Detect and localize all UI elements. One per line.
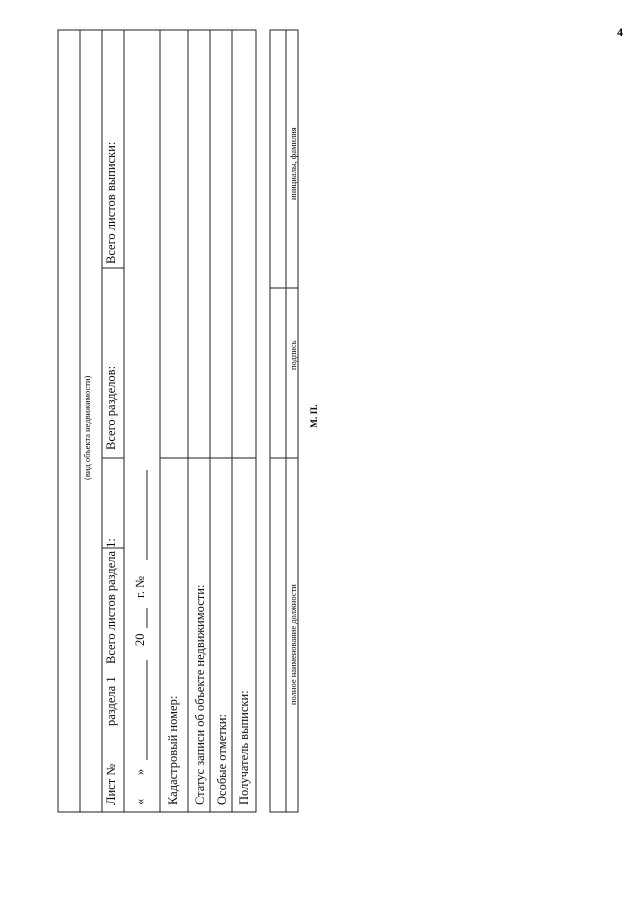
signature-caption: подпись [288, 340, 298, 370]
recipient-label: Получатель выписки: [237, 690, 251, 805]
date-open-quote: « [133, 798, 147, 805]
name-caption: инициалы, фамилия [288, 127, 298, 200]
date-row [124, 30, 160, 812]
date-year-prefix: 20 [133, 633, 147, 646]
section-label: раздела 1 [104, 676, 118, 726]
sheet-no-label: Лист № [104, 763, 118, 805]
cadastral-number-label: Кадастровый номер: [166, 695, 180, 805]
special-notes-label: Особые отметки: [215, 714, 229, 805]
object-type-caption: (вид объекта недвижимости) [82, 375, 92, 480]
sheets-in-section-label: Всего листов раздела 1: [104, 538, 118, 664]
stamp-mark: М. П. [310, 404, 320, 428]
total-sections-label: Всего разделов: [104, 365, 118, 450]
total-sheets-label: Всего листов выписки: [104, 141, 118, 264]
date-close-quote: » [133, 768, 147, 775]
cadastral-number-row [160, 30, 188, 812]
position-caption: полное наименование должности [288, 584, 298, 705]
record-status-label: Статус записи об объекте недвижимости: [193, 584, 207, 805]
date-year-suffix: г. № [133, 576, 147, 598]
page-number: 4 [617, 25, 623, 39]
